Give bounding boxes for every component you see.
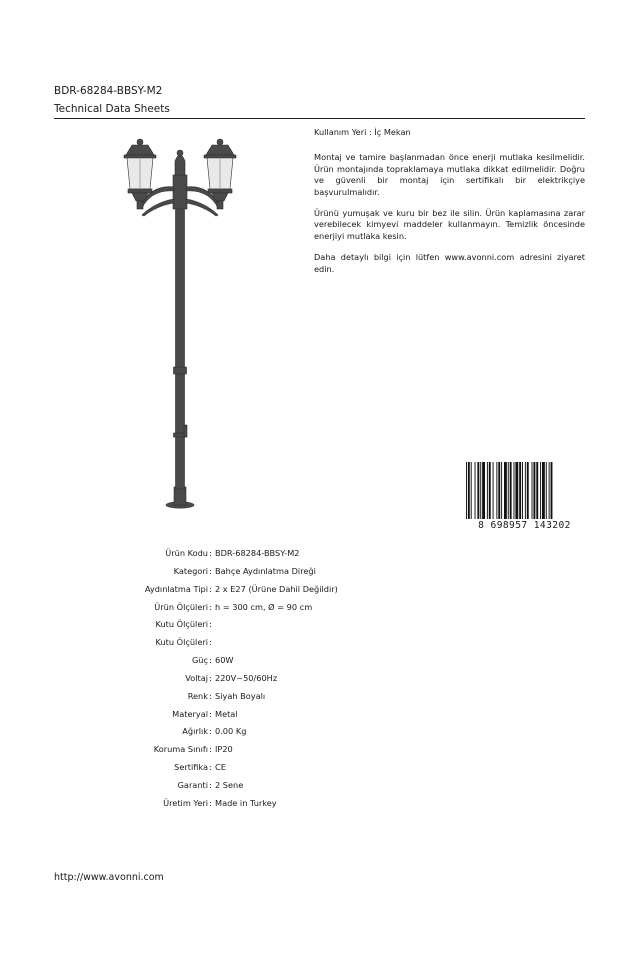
barcode-bar — [477, 462, 479, 520]
spec-row — [0, 777, 640, 795]
spec-separator: : — [209, 565, 212, 576]
spec-label: Kutu Ölçüleri — [155, 637, 208, 648]
lamp-post-image — [118, 135, 246, 513]
spec-row — [0, 599, 640, 617]
spec-value: CE — [215, 762, 226, 773]
barcode-bar — [493, 462, 494, 520]
barcode-bar — [522, 462, 523, 520]
spec-table — [0, 545, 640, 813]
spec-label: Ağırlık — [182, 726, 208, 737]
spec-value: BDR-68284-BBSY-M2 — [215, 548, 300, 558]
spec-label: Ürün Ölçüleri — [154, 601, 208, 612]
spec-label: Aydınlatma Tipi — [144, 583, 208, 594]
spec-row — [0, 563, 640, 581]
spec-separator: : — [209, 601, 212, 612]
spec-label: Koruma Sınıfı — [153, 744, 208, 755]
spec-separator: : — [209, 797, 212, 808]
barcode-bar — [533, 462, 535, 520]
spec-separator: : — [209, 637, 212, 648]
barcode-bar — [519, 462, 521, 520]
spec-row — [0, 652, 640, 670]
spec-row — [0, 795, 640, 813]
spec-value: 220V~50/60Hz — [215, 672, 278, 683]
document-header — [54, 84, 585, 119]
safety-note: Montaj ve tamire başlanmadan önce enerji mutlaka kesilmelidir. Ürün montajında topraklamaya mutlaka dikkat edilmelidir. Doğru ve güvenli bir montaj için sertifikalı bir elektrikçiye başvurulmalıdır. — [314, 152, 585, 197]
barcode-bar — [475, 462, 476, 520]
spec-label: Materyal — [172, 708, 208, 719]
spec-row — [0, 634, 640, 652]
barcode-bar — [540, 462, 541, 520]
spec-separator: : — [209, 583, 212, 594]
barcode-bar — [480, 462, 481, 520]
spec-value: Siyah Boyalı — [215, 690, 266, 701]
spec-row — [0, 706, 640, 724]
spec-label: Kategori — [173, 565, 208, 576]
barcode-bar — [542, 462, 545, 520]
usage-location: Kullanım Yeri : İç Mekan — [314, 127, 411, 137]
spec-row — [0, 759, 640, 777]
spec-value: IP20 — [215, 744, 233, 755]
spec-separator: : — [209, 655, 212, 666]
barcode-bar — [489, 462, 491, 520]
header-divider — [54, 118, 585, 119]
document-subtitle: Technical Data Sheets — [54, 103, 170, 115]
barcode-bar — [508, 462, 509, 520]
spec-separator: : — [209, 779, 212, 790]
barcode-bar — [536, 462, 538, 520]
product-code-title: BDR-68284-BBSY-M2 — [54, 85, 163, 97]
spec-separator: : — [209, 690, 212, 701]
spec-label: Kutu Ölçüleri — [155, 619, 208, 630]
barcode-number: 8 698957 143202 — [464, 519, 585, 532]
spec-separator: : — [209, 619, 212, 630]
spec-value: Metal — [215, 708, 238, 719]
spec-label: Ürün Kodu — [165, 548, 208, 558]
barcode-bar — [549, 462, 550, 520]
spec-value: h = 300 cm, Ø = 90 cm — [215, 601, 313, 612]
spec-value: Bahçe Aydınlatma Direği — [215, 565, 316, 576]
barcode-bar — [515, 462, 518, 520]
website-note: Daha detaylı bilgi için lütfen www.avonni.com adresini ziyaret edin. — [314, 252, 585, 274]
barcode-bar — [546, 462, 547, 520]
spec-row — [0, 741, 640, 759]
spec-value: 2 Sene — [215, 779, 244, 790]
spec-value: 2 x E27 (Ürüne Dahil Değildir) — [215, 583, 338, 594]
barcode-bar — [498, 462, 500, 520]
spec-label: Sertifika — [174, 762, 208, 773]
cleaning-note: Ürünü yumuşak ve kuru bir bez ile silin. Ürün kaplamasına zarar verebilecek kimyevi maddeler kullanmayın. Temizlik öncesinde enerjiyi mutlaka kesin. — [314, 208, 585, 241]
spec-value: 60W — [215, 655, 234, 666]
info-panel — [314, 127, 585, 285]
spec-separator: : — [209, 762, 212, 773]
spec-row — [0, 670, 640, 688]
barcode-bar — [525, 462, 526, 520]
barcode-bar — [487, 462, 488, 520]
spec-separator: : — [209, 726, 212, 737]
barcode-bar — [504, 462, 507, 520]
spec-label: Renk — [187, 690, 208, 701]
barcode-bar — [501, 462, 502, 520]
spec-label: Garanti — [177, 779, 208, 790]
spec-separator: : — [209, 548, 212, 558]
spec-row — [0, 723, 640, 741]
barcode-bar — [527, 462, 529, 520]
website-link[interactable]: http://www.avonni.com — [54, 872, 164, 883]
barcode-bar — [471, 462, 472, 520]
spec-row — [0, 545, 640, 563]
spec-row — [0, 688, 640, 706]
spec-value: Made in Turkey — [215, 797, 277, 808]
barcode-bar — [514, 462, 515, 520]
spec-separator: : — [209, 672, 212, 683]
spec-value: 0.00 Kg — [215, 726, 247, 737]
barcode-bar — [496, 462, 497, 520]
spec-row — [0, 581, 640, 599]
spec-label: Güç — [191, 655, 208, 666]
spec-row — [0, 616, 640, 634]
spec-label: Voltaj — [185, 672, 208, 683]
barcode-bar — [532, 462, 533, 520]
spec-label: Üretim Yeri — [163, 797, 208, 808]
spec-separator: : — [209, 744, 212, 755]
barcode-bar — [482, 462, 485, 520]
spec-separator: : — [209, 708, 212, 719]
